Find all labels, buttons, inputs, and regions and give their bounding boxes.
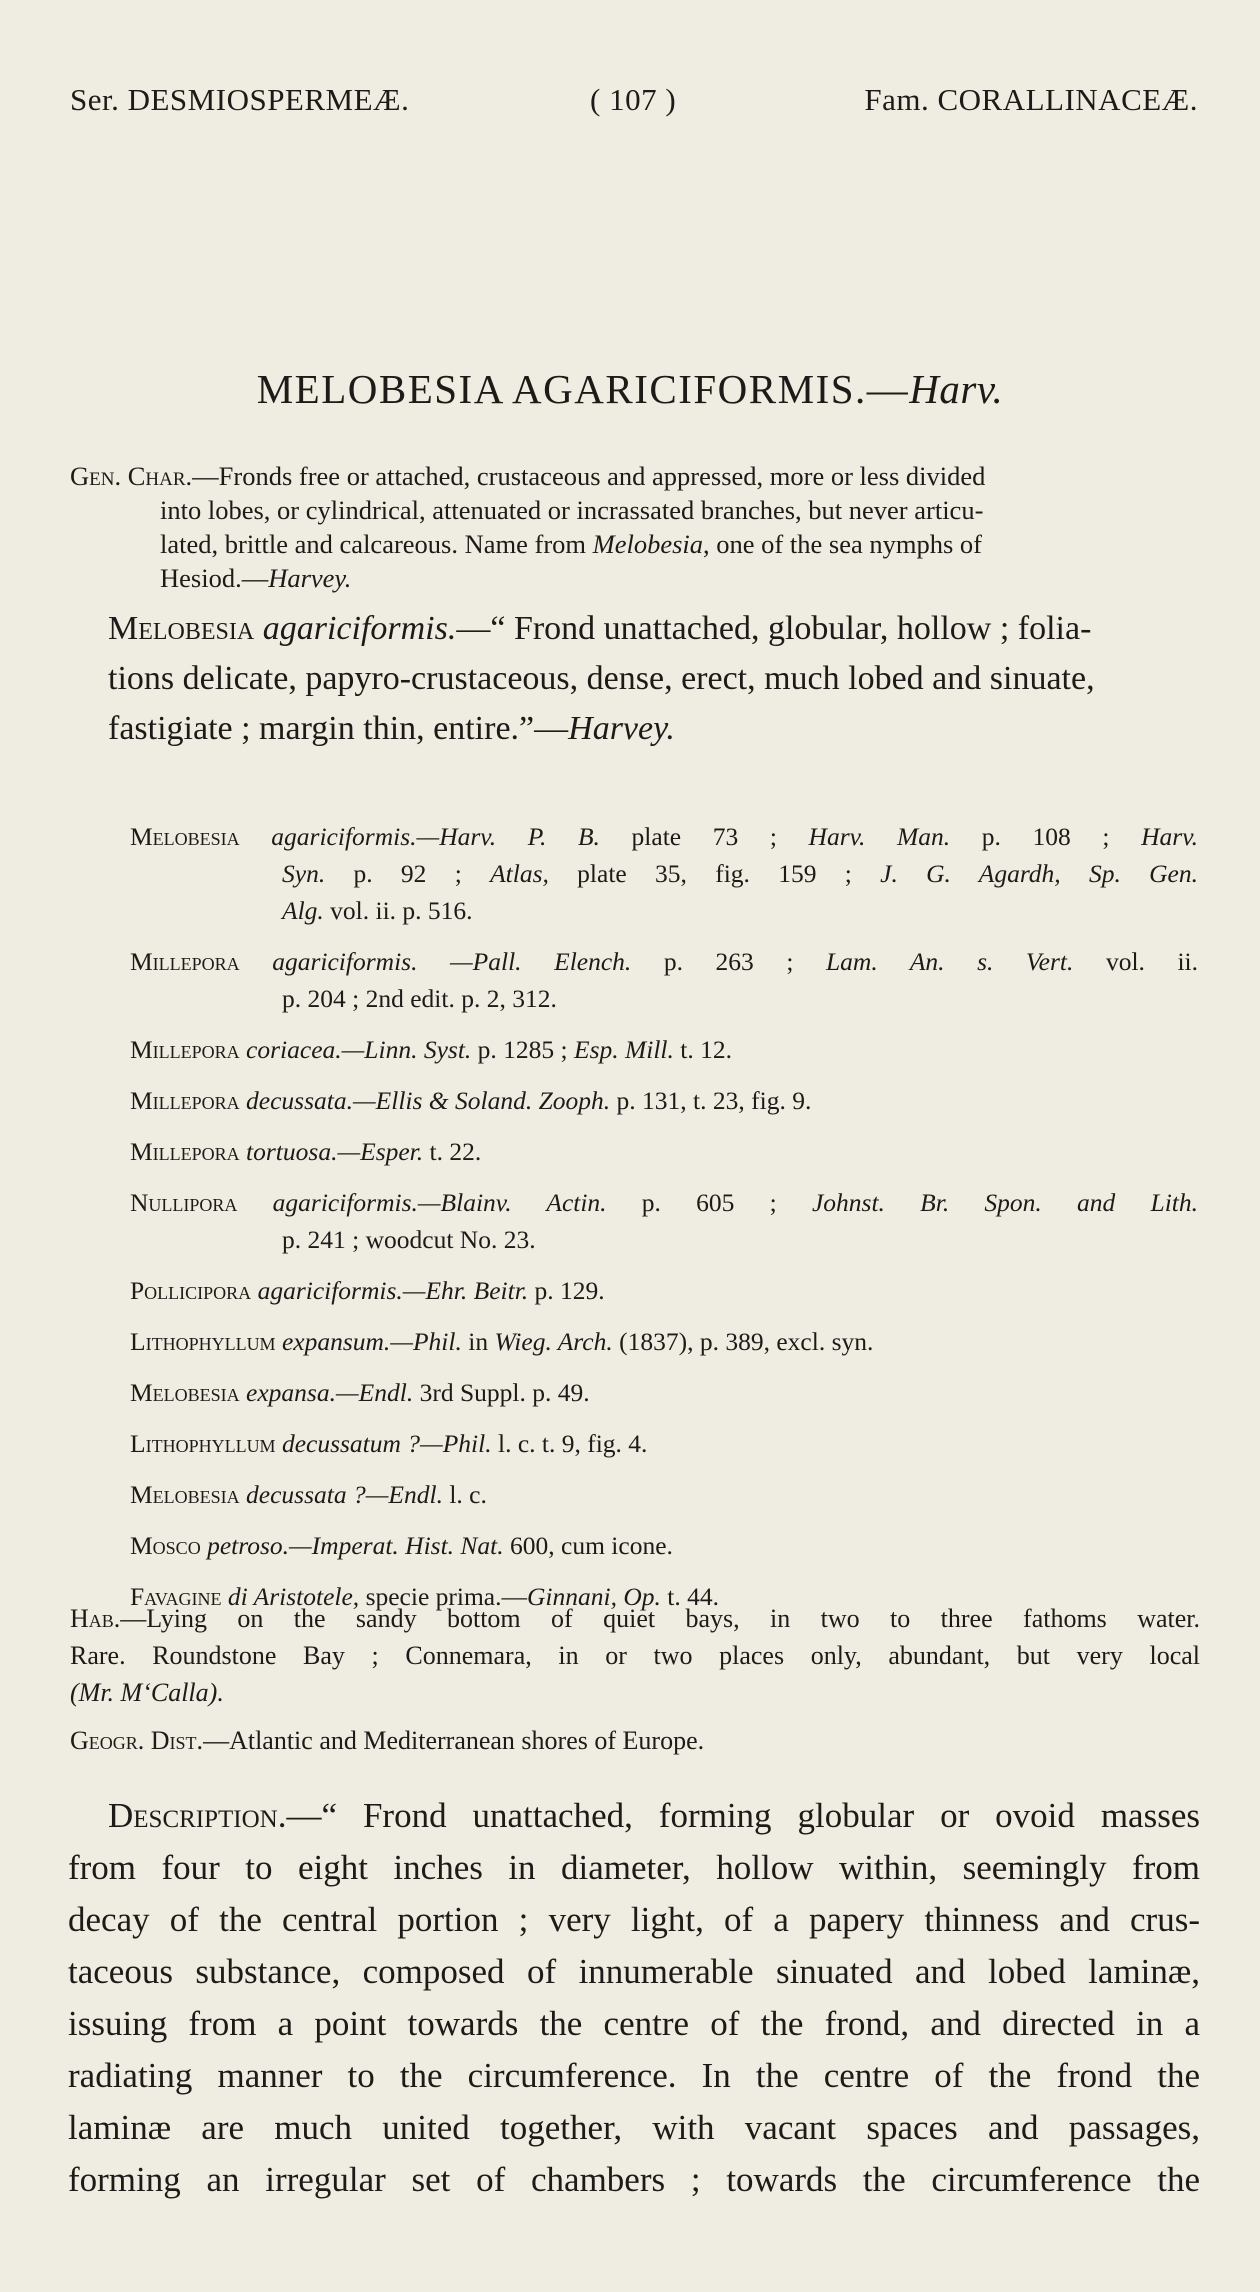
description [68,1790,1200,2206]
description-line: issuing from a point towards the centre of the frond, and directed in a [68,2004,1200,2043]
gen-char-line: lated, brittle and calcareous. Name from Melobesia, one of the sea nymphs of [160,529,982,559]
geog-label: Geogr. Dist. [70,1726,204,1755]
description-line: laminæ are much united together, with vacant spaces and passages, [68,2108,1200,2147]
synonym-entry: Millepora coriacea.—Linn. Syst. p. 1285 ; Esp. Mill. t. 12. [130,1035,732,1064]
geographical-distribution: Geogr. Dist.—Atlantic and Mediterranean shores of Europe. [70,1726,705,1755]
gen-char-line: into lobes, or cylindrical, attenuated or incrassated branches, but never articu- [160,495,984,525]
generic-character [70,459,1200,595]
running-head-family: Fam. CORALLINACEÆ. [864,82,1198,117]
gen-char-line: Hesiod.—Harvey. [160,563,352,593]
synonym-genus: Favagine [130,1582,222,1611]
description-line: taceous substance, composed of innumerable sinuated and lobed laminæ, [68,1952,1200,1991]
synonym-entry: Melobesia expansa.—Endl. 3rd Suppl. p. 49. [130,1378,590,1407]
synonym-entry: Millepora agariciformis. —Pall. Elench. p. 263 ; Lam. An. s. Vert. vol. ii. p. 204 ; 2nd edit. p. 2, 312. [130,947,1199,1013]
synonym-genus: Millepora [130,1137,240,1166]
gen-char-line: Gen. Char.—Fronds free or attached, crustaceous and appressed, more or less divided [70,461,986,491]
synonym-genus: Melobesia [130,1480,240,1509]
synonym-entry: Lithophyllum decussatum ?—Phil. l. c. t. 9, fig. 4. [130,1429,648,1458]
desc-species: agariciformis. [262,610,457,647]
desc-line: fastigiate ; margin thin, entire.”—Harvey. [108,710,675,747]
synonymy-list [130,818,1198,1615]
synonym-entry: Melobesia decussata ?—Endl. l. c. [130,1480,487,1509]
desc-line: Melobesia agariciformis.—“ Frond unattached, globular, hollow ; folia- [108,610,1092,647]
synonym-entry: Millepora decussata.—Ellis & Soland. Zooph. p. 131, t. 23, fig. 9. [130,1086,812,1115]
running-head-series: Ser. DESMIOSPERMEÆ. [70,82,410,117]
page-number: ( 107 ) [590,82,677,117]
synonym-genus: Millepora [130,1035,240,1064]
synonym-genus: Mosco [130,1531,201,1560]
synonym-entry: Nullipora agariciformis.—Blainv. Actin. p. 605 ; Johnst. Br. Spon. and Lith. p. 241 ; woodcut No. 23. [130,1188,1199,1254]
habitat-label: Hab. [70,1604,121,1633]
synonym-entry: Lithophyllum expansum.—Phil. in Wieg. Arch. (1837), p. 389, excl. syn. [130,1327,874,1356]
synonym-entry: Favagine di Aristotele, specie prima.—Ginnani, Op. t. 44. [130,1582,719,1611]
habitat-line: Rare. Roundstone Bay ; Connemara, in or two places only, abundant, but very local [70,1641,1200,1670]
description-label: Description. [108,1796,287,1835]
description-line: radiating manner to the circumference. In the centre of the frond the [68,2056,1200,2095]
description-line: decay of the central portion ; very light, of a papery thinness and crus- [68,1900,1200,1939]
synonym-entry: Pollicipora agariciformis.—Ehr. Beitr. p. 129. [130,1276,605,1305]
synonym-genus: Melobesia [130,822,240,851]
synonym-genus: Lithophyllum [130,1429,276,1458]
description-line: Description.—“ Frond unattached, forming globular or ovoid masses [108,1796,1200,1835]
species-description [108,604,1198,754]
desc-genus: Melobesia [108,610,255,647]
desc-line: tions delicate, papyro-crustaceous, dense, erect, much lobed and sinuate, [108,660,1095,697]
gen-char-label: Gen. Char. [70,461,193,491]
species-title [0,365,1260,413]
synonym-entry: Mosco petroso.—Imperat. Hist. Nat. 600, cum icone. [130,1531,673,1560]
title-author: Harv. [909,366,1004,412]
title-name: MELOBESIA AGARICIFORMIS.— [256,366,910,412]
synonym-entry: Melobesia agariciformis.—Harv. P. B. plate 73 ; Harv. Man. p. 108 ; Harv. Syn. p. 92 ; Atlas, plate 35, fig. 159 ; J. G. Agardh, Sp. Gen. Alg. vol. ii. p. 516. [130,822,1199,925]
description-line: from four to eight inches in diameter, hollow within, seemingly from [68,1848,1200,1887]
synonym-entry: Millepora tortuosa.—Esper. t. 22. [130,1137,482,1166]
description-line: forming an irregular set of chambers ; towards the circumference the [68,2160,1200,2199]
synonym-genus: Millepora [130,947,240,976]
synonym-genus: Lithophyllum [130,1327,276,1356]
synonym-genus: Melobesia [130,1378,240,1407]
synonym-genus: Millepora [130,1086,240,1115]
habitat-line: Hab.—Lying on the sandy bottom of quiet bays, in two to three fathoms water. [70,1604,1200,1633]
synonym-genus: Pollicipora [130,1276,252,1305]
synonym-genus: Nullipora [130,1188,238,1217]
habitat-line: (Mr. M‘Calla). [70,1678,224,1707]
habitat [70,1600,1200,1711]
